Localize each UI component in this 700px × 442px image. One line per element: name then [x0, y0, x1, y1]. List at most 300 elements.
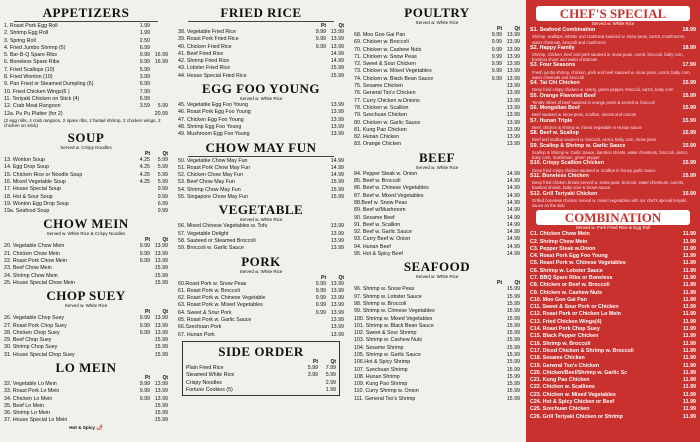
item-price-pint	[660, 348, 678, 355]
item-price-pint: 1.99	[139, 23, 150, 29]
item-name: C9. Chicken w. Cashew Nuts	[530, 289, 602, 296]
fried-rice-section	[178, 6, 344, 80]
menu-item	[4, 52, 168, 59]
section-title: CHOW MEIN	[43, 216, 129, 232]
item-price-pint: 9.99	[315, 302, 326, 309]
item-name: 30. Shrimp Chop Suey	[4, 344, 58, 351]
menu-item	[178, 102, 344, 109]
menu-item	[354, 330, 520, 337]
menu-item	[354, 301, 520, 308]
item-price-pint	[484, 316, 502, 323]
item-list	[186, 365, 336, 394]
item-price-pint	[308, 324, 326, 331]
menu-item	[354, 352, 520, 359]
item-price: 14.99	[330, 58, 344, 65]
item-price: 11.99	[683, 391, 696, 398]
item-name: 58. Sauteed or Steamed Broccoli	[178, 237, 256, 244]
item-price-pint	[484, 112, 502, 119]
menu-item	[354, 200, 520, 207]
poultry-section	[354, 6, 520, 149]
item-price-pint	[132, 265, 150, 272]
item-name: C16. Shrimp w. Broccoli	[530, 340, 591, 347]
item-price: 15.99	[506, 395, 520, 402]
item-price: 18.99	[682, 27, 696, 33]
item-price: 15.99	[154, 410, 168, 417]
item-list	[530, 27, 696, 208]
item-price: 11.99	[683, 384, 696, 391]
item-price-pint	[484, 337, 502, 344]
item-name: 67. Hunan Pork	[178, 331, 215, 338]
item-name: 79. Szechuan Chicken	[354, 112, 408, 119]
item-name: C15. Black Pepper Chicken	[530, 333, 599, 340]
menu-item	[354, 112, 520, 119]
item-name: S12. Grill Teriyaki Chicken	[530, 190, 598, 197]
item-price: 11.99	[683, 347, 696, 354]
menu-item	[530, 363, 696, 370]
menu-item	[530, 392, 696, 399]
item-price-pint	[132, 201, 150, 208]
item-price: 5.99	[157, 157, 168, 164]
item-price-pint: 3.99	[307, 372, 318, 379]
menu-column-2	[174, 0, 348, 442]
item-name: Fortune Cookies (5)	[186, 386, 233, 393]
menu-item	[4, 89, 168, 96]
item-price: 14.99	[506, 199, 520, 206]
item-price-pint	[484, 381, 502, 388]
item-name: 108. Hunan Shrimp	[354, 373, 400, 380]
menu-item	[4, 208, 168, 215]
item-name: C13. Fried Chicken Wings(4)	[530, 318, 602, 325]
item-name: 26. Vegetable Chop Suey	[4, 315, 65, 322]
menu-item	[354, 367, 520, 374]
lo-mein-section	[4, 361, 168, 431]
item-price-pint	[660, 355, 678, 362]
menu-item	[4, 417, 168, 424]
item-name: 48. Shrimp Egg Foo Young	[178, 123, 242, 130]
menu-item	[530, 282, 696, 289]
item-price: 5.99	[157, 103, 168, 110]
menu-item	[186, 387, 336, 394]
item-price: 13.99	[506, 32, 520, 38]
menu-item	[178, 281, 344, 288]
item-name: 93. Curry Beef w. Onion	[354, 236, 411, 243]
seafood-section	[354, 260, 520, 403]
item-name: 65. Roast Pork w. Garlic Sauce	[178, 317, 252, 324]
section-title: EGG FOO YOUNG	[202, 81, 320, 97]
item-name: Plain Fried Rice	[186, 364, 224, 371]
item-name: 63. Roast Pork w. Mixed Vegetables	[178, 302, 263, 309]
item-price-pint	[484, 330, 502, 337]
menu-item	[4, 59, 168, 66]
item-price-pint	[484, 308, 502, 315]
item-price: 13.99	[330, 331, 344, 338]
item-price	[150, 81, 168, 88]
item-price-pint	[660, 290, 678, 297]
item-price-pint	[660, 62, 678, 69]
item-price-pint: 9.99	[491, 39, 502, 46]
item-name: Crispy Noodles	[186, 379, 222, 386]
menu-item	[354, 32, 520, 39]
item-price-pint	[660, 260, 678, 267]
menu-item	[4, 410, 168, 417]
size-header: Pt Qt	[145, 237, 168, 244]
item-price: 13.99	[506, 75, 520, 82]
item-name: 83. Orange Chicken	[354, 141, 402, 148]
item-price: 13.99	[330, 109, 344, 116]
item-price-pint	[660, 370, 678, 377]
item-price: 11.99	[683, 267, 696, 274]
item-name: 109. Kung Pao Shrimp	[354, 381, 408, 388]
item-price: 15.99	[330, 194, 344, 201]
menu-item	[4, 23, 168, 30]
menu-item	[4, 251, 168, 258]
menu-item	[530, 118, 696, 125]
item-name: 25. House Special Chow Mein	[4, 279, 75, 286]
item-name: C22. Chicken w. Scallions	[530, 384, 595, 391]
menu-item	[178, 131, 344, 138]
item-price: 13.99	[506, 119, 520, 126]
item-name: 19. Wonton Egg Drop Soup	[4, 200, 69, 207]
item-price-pint	[308, 172, 326, 179]
item-name: 14. Egg Drop Soup	[4, 164, 50, 171]
platter-note: (2 egg rolls, 4 crab rangoon, 2 spare ribs, 2 fantail shrimp, 2 chicken wings, 2 chicken on stick)	[4, 117, 161, 129]
section-subtitle: Served w. White Rice	[415, 20, 459, 25]
item-price	[150, 45, 168, 52]
item-price-pint	[308, 124, 326, 131]
item-price	[150, 89, 168, 96]
section-title: CHOW MAY FUN	[205, 139, 317, 155]
menu-item	[530, 130, 696, 137]
item-name: S9. Scallop & Shrimp w. Garlic Sauce	[530, 142, 626, 149]
menu-item	[354, 83, 520, 90]
item-price: 13.99	[330, 36, 344, 43]
item-price: 14.99	[330, 164, 344, 171]
item-price: 11.99	[683, 311, 696, 318]
item-price: 11.99	[683, 275, 696, 281]
item-price-pint	[308, 223, 326, 230]
item-price: 13.99	[506, 46, 520, 53]
item-price-pint	[132, 194, 150, 201]
item-name: 55. Singapore Chow May Fun	[178, 194, 249, 201]
item-price: 13.99	[330, 295, 344, 302]
item-price-pint	[660, 27, 678, 34]
item-list	[178, 102, 344, 138]
menu-item	[354, 294, 520, 301]
menu-item	[530, 377, 696, 384]
menu-item	[178, 317, 344, 324]
item-price-pint: 9.99	[139, 322, 150, 329]
menu-item	[530, 406, 696, 413]
item-name: S3. Four Seasons	[530, 62, 576, 69]
menu-item	[178, 223, 344, 230]
menu-item	[354, 47, 520, 54]
hot-spicy-legend: Hot & Spicy 🌶	[69, 424, 103, 431]
item-price-pint	[132, 280, 150, 287]
item-name: C8. Chicken or Beef w. Broccoli	[530, 282, 610, 289]
item-price	[150, 38, 168, 45]
item-price-pint	[484, 286, 502, 293]
item-name: C10. Moo Goo Gai Pan	[530, 296, 587, 303]
menu-item	[354, 323, 520, 330]
item-price-pint: 4.25	[139, 178, 150, 185]
item-price: 5.99	[325, 372, 336, 379]
item-name: 99. Shrimp w. Chinese Vegetables	[354, 308, 435, 315]
menu-item	[4, 67, 168, 74]
item-name: S5. Orange Flavored Beef	[530, 92, 596, 99]
item-name: 40. Chicken Fried Rice	[178, 43, 232, 50]
item-price-pint	[660, 246, 678, 253]
item-name: 41. Beef Fried Rice	[178, 50, 224, 57]
menu-item	[178, 109, 344, 116]
menu-item	[4, 194, 168, 201]
item-name: 78. Chicken w. Scallion	[354, 104, 409, 111]
item-name: 98. Shrimp w. Broccoli	[354, 300, 407, 307]
item-name: 38. Vegetable Fried Rice	[178, 29, 237, 35]
item-price: 15.99	[682, 160, 696, 167]
item-name: 82. Hunan Chicken	[354, 134, 400, 141]
item-price: 13.99	[330, 309, 344, 316]
item-price: 11.99	[683, 377, 696, 384]
item-price-pint	[132, 208, 150, 215]
item-price: 13.99	[506, 104, 520, 111]
menu-item	[4, 164, 168, 171]
item-price: 14.99	[506, 185, 520, 192]
item-price-pint	[484, 83, 502, 90]
item-name: 74. Chicken w. Black Bean Sauce	[354, 75, 434, 82]
item-name: 57. Vegetable Delight	[178, 230, 229, 237]
item-price: 13.99	[330, 245, 344, 252]
item-price-pint	[308, 58, 326, 65]
item-price: 15.99	[330, 65, 344, 72]
item-price-pint: 3.99	[139, 74, 150, 81]
item-name: S10. Crispy Scallion Chicken	[530, 160, 605, 167]
item-name: C14. Roast Pork Chop Suey	[530, 326, 600, 333]
item-price: 13.99	[154, 395, 168, 402]
pepper-icon: 🌶	[96, 424, 103, 431]
item-name: 16. Mixed Vegetable Soup	[4, 178, 66, 185]
menu-column-1	[0, 0, 172, 442]
item-name: 15. Chicken Rice or Noodle Soup	[4, 171, 83, 178]
item-price: 13.99	[330, 280, 344, 287]
item-price-pint	[660, 304, 678, 311]
item-name: 62. Roast Pork w. Chinese Vegetable	[178, 295, 266, 302]
item-price: 14.99	[330, 172, 344, 179]
item-name: 90. Sesame Beef	[354, 214, 395, 221]
size-header: Pt Qt	[497, 280, 520, 287]
item-price: 13.99	[330, 237, 344, 244]
item-name: 11. Teriyaki Chicken on Stick (4)	[4, 95, 80, 102]
item-price-pint	[484, 352, 502, 359]
section-subtitle: Served w. White Rice	[239, 268, 283, 274]
item-price-pint	[308, 179, 326, 186]
menu-item	[4, 179, 168, 186]
item-price-pint	[132, 111, 150, 118]
menu-item	[354, 316, 520, 323]
section-subtitle: Served w. White Rice	[415, 164, 459, 170]
item-price: 7.99	[325, 364, 336, 371]
item-price-pint: 9.99	[315, 29, 326, 35]
item-description: Shrimp, scallops, lobster and crabmeat sauteed w. snow peas, carrot, mushrooms, water chesnuts, broccoli and mushroom	[532, 34, 686, 45]
item-name: 43. Lobster Fried Rice	[178, 65, 231, 72]
section-title: CHOP SUEY	[46, 288, 126, 304]
item-price: 13.99	[506, 126, 520, 133]
item-name: 9. Pan Fried or Steamed Dumpling (6)	[4, 81, 94, 88]
item-name: 46. Roast Pork Egg Foo Young	[178, 109, 251, 116]
appetizers-section	[4, 6, 168, 129]
item-price: 11.99	[683, 282, 696, 289]
menu-item	[354, 236, 520, 243]
item-price: 11.99	[683, 296, 696, 303]
menu-item	[530, 326, 696, 333]
item-name: 24. Shrimp Chow Mein	[4, 272, 58, 279]
item-price-pint	[132, 186, 150, 193]
item-price: 15.99	[154, 272, 168, 279]
item-price-pint	[308, 194, 326, 201]
item-price: 14.99	[506, 170, 520, 177]
item-price-pint	[660, 282, 678, 289]
item-price-pint	[660, 173, 678, 180]
menu-item	[178, 117, 344, 124]
item-price: 15.99	[154, 402, 168, 409]
menu-item	[354, 222, 520, 229]
item-name: 17. House Special Soup	[4, 186, 61, 193]
chow-mein-section	[4, 217, 168, 287]
item-description: Fresh jumbo shrimp, chicken, pork and beef sauteed w. snow peas, carrot, baby corn, water chesnuts and broccoli	[532, 69, 691, 80]
item-price: 15.99	[506, 286, 520, 293]
menu-item	[354, 345, 520, 352]
menu-item	[178, 44, 344, 51]
menu-item	[4, 96, 168, 103]
item-price-pint	[660, 160, 678, 167]
item-name: 2. Shrimp Egg Roll	[4, 30, 49, 37]
item-name: 106.Hot & Spicy Shrimp	[354, 359, 411, 366]
item-name: C20. Chicken/Beef/Shrimp w. Garlic Sc	[530, 369, 628, 376]
divider	[14, 21, 158, 22]
item-name: 94. Hunan Beef	[354, 243, 391, 250]
menu-item	[354, 388, 520, 395]
item-price-pint: 9.99	[139, 388, 150, 395]
item-price: 13.99	[330, 287, 344, 294]
item-price: 11.99	[683, 253, 696, 260]
item-price-pint: 3.59	[139, 103, 150, 110]
item-name: 101. Shrimp w. Black Bean Sauce	[354, 322, 434, 329]
item-price-pint: 9.99	[491, 32, 502, 38]
section-title: CHEF'S SPECIAL	[536, 6, 690, 21]
item-name: 91. Beef w. Scallion	[354, 221, 401, 228]
item-price: 6.99	[157, 200, 168, 207]
item-price: 13.99	[506, 141, 520, 148]
item-price-pint	[484, 294, 502, 301]
item-price-pint	[484, 367, 502, 374]
section-title: APPETIZERS	[42, 5, 130, 20]
item-list	[530, 231, 696, 421]
item-name: C21. Kung Pao Chicken	[530, 377, 590, 384]
item-price-pint	[660, 319, 678, 326]
section-title: SEAFOOD	[403, 259, 471, 275]
item-price: 13.99	[506, 53, 520, 60]
item-name: 34. Chicken Lo Mein	[4, 395, 53, 402]
item-name: S7. Hunan Triple	[530, 117, 573, 124]
menu-item	[530, 80, 696, 87]
item-price-pint	[484, 323, 502, 330]
item-list	[4, 381, 168, 425]
item-name: 69. Chicken w. Broccoli	[354, 39, 409, 46]
menu-item	[4, 396, 168, 403]
item-name: 100. Shrimp w. Mixed Vegetables	[354, 315, 433, 322]
item-price: 15.99	[506, 337, 520, 344]
item-name: 85. Beef w. Broccoli	[354, 178, 401, 185]
item-price-pint: 9.99	[315, 280, 326, 287]
menu-item	[530, 319, 696, 326]
menu-item	[178, 332, 344, 339]
item-price: 2.99	[325, 379, 336, 386]
item-name: 86. Beef w. Chinese Vegetables	[354, 185, 429, 192]
item-price: 14.99	[506, 229, 520, 236]
item-price-pint	[484, 185, 502, 192]
menu-item	[354, 244, 520, 251]
item-price: 15.99	[682, 142, 696, 149]
item-price: 9.99	[157, 208, 168, 215]
item-name: 52. Chicken Chow May Fun	[178, 172, 244, 179]
menu-item	[530, 268, 696, 275]
menu-item	[530, 384, 696, 391]
menu-item	[4, 265, 168, 272]
section-subtitle: Served w. White Rice	[239, 96, 283, 102]
item-name: C23. Chicken w. Mixed Vegetables	[530, 391, 616, 398]
item-name: 19a. Seafood Soup	[4, 208, 50, 215]
menu-item	[4, 330, 168, 337]
item-name: 95. Hot & Spicy Beef	[354, 251, 403, 258]
item-name: C6. Shrimp w. Lobster Sauce	[530, 267, 603, 274]
size-header: Pt Qt	[145, 374, 168, 381]
item-price: 13.99	[154, 380, 168, 387]
item-price-pint	[132, 273, 150, 280]
item-price: 15.99	[506, 300, 520, 307]
item-name: 22. Roast Pork Chow Mein	[4, 258, 68, 265]
item-price-pint	[484, 98, 502, 105]
menu-item	[530, 239, 696, 246]
item-price	[150, 23, 168, 30]
item-name: 66.Szechuan Pork	[178, 324, 222, 331]
menu-item	[178, 324, 344, 331]
item-price-pint	[660, 333, 678, 340]
item-name: C18. Sesame Chicken	[530, 355, 585, 362]
menu-item	[178, 29, 344, 36]
item-price: 15.99	[506, 359, 520, 366]
item-price-pint	[484, 193, 502, 200]
item-price-pint	[484, 215, 502, 222]
chop-suey-section	[4, 289, 168, 359]
item-price: 15.99	[330, 72, 344, 79]
item-price: 15.99	[154, 265, 168, 272]
item-name: 21. Chicken Chow Mein	[4, 250, 60, 257]
item-price-pint	[132, 352, 150, 359]
item-price-pint	[308, 73, 326, 80]
item-price: 13.99	[506, 39, 520, 46]
item-price-pint	[660, 414, 678, 421]
menu-item	[530, 191, 696, 198]
item-price-pint	[660, 191, 678, 198]
menu-item	[178, 231, 344, 238]
item-price: 13.99	[506, 90, 520, 97]
menu-item	[354, 337, 520, 344]
item-price-pint: 5.99	[139, 66, 150, 73]
menu-item	[530, 231, 696, 238]
item-price-pint	[660, 363, 678, 370]
item-price: 13.99	[506, 134, 520, 141]
item-name: 96. Shrimp w. Snow Peas	[354, 286, 415, 293]
menu-item	[530, 173, 696, 180]
